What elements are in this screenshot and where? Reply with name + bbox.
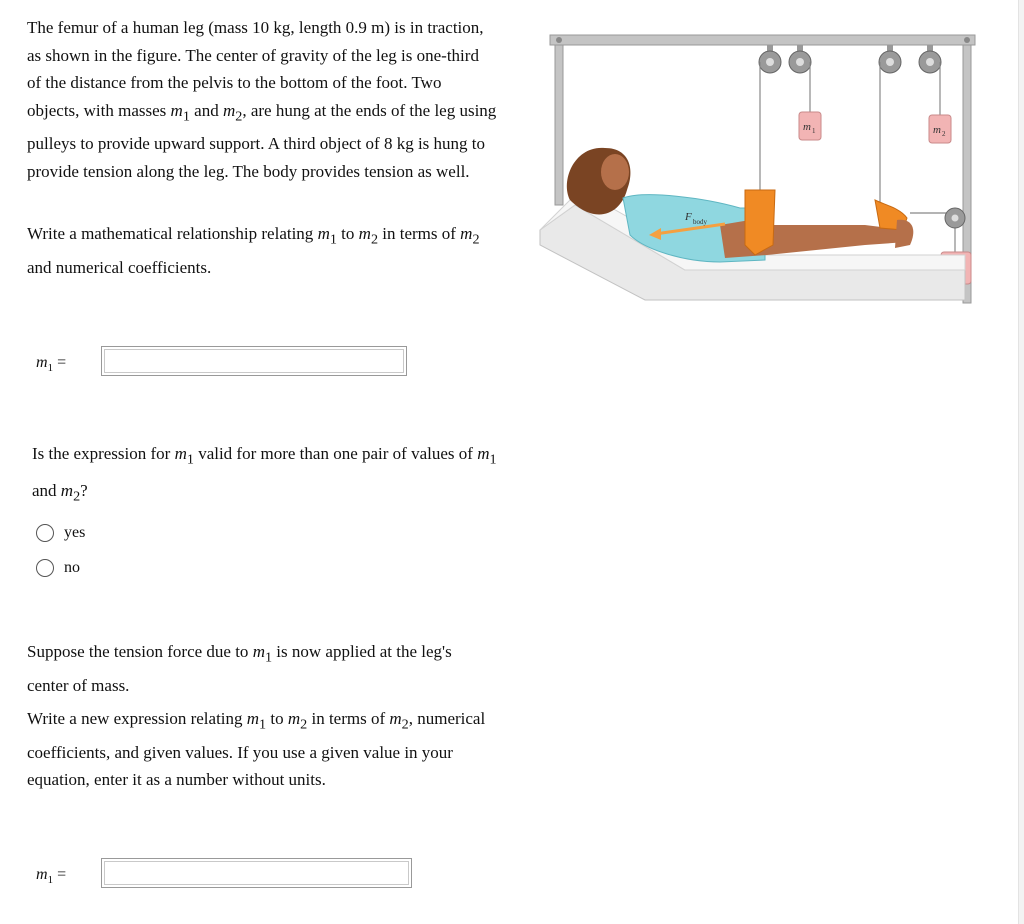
answer-1-label-m: m — [36, 354, 48, 371]
intro-text-1: The femur of a human leg (mass 10 kg, length 0.9 m) is in traction, as shown in the figure. The center of gravity of the leg is one-third of the distance from the pelvis to the bottom of the foot. Two objects, with masses — [27, 18, 484, 120]
q1-m2-sub: 2 — [370, 231, 379, 248]
side-pulley-hub — [952, 215, 959, 222]
problem-intro — [27, 14, 497, 185]
q2-m2-sub: 2 — [73, 488, 81, 505]
frame-bolt-right — [964, 37, 970, 43]
intro-m2-sub: 2 — [235, 107, 243, 124]
q1-m2b: m — [460, 224, 473, 243]
q3-p2-c: in terms of — [307, 709, 390, 728]
intro-and: and — [189, 100, 223, 120]
question-3-intro — [27, 638, 497, 699]
q2-m1b-sub: 1 — [489, 451, 497, 468]
radio-no[interactable] — [36, 559, 54, 577]
q3-p2-d: , numerical coefficients, and given values. If you use a given value in your equation, enter it as a number without units. — [27, 709, 486, 790]
intro-m1: m — [170, 100, 183, 120]
head — [601, 154, 629, 190]
q3-m2: m — [287, 709, 301, 728]
label-m2-sub: 2 — [942, 130, 946, 138]
q3-m1: m — [252, 642, 265, 661]
intro-m2: m — [222, 100, 236, 120]
q2-text-d: ? — [80, 481, 88, 501]
q1-m2: m — [358, 224, 371, 243]
radio-yes[interactable] — [36, 524, 54, 542]
radio-no-label[interactable]: no — [64, 559, 80, 576]
q2-text-c: and — [32, 481, 61, 501]
foot — [895, 220, 913, 248]
answer-2-input[interactable] — [101, 858, 412, 888]
q1-text-c: in terms of — [378, 224, 461, 243]
q1-text-d: and numerical coefficients. — [27, 257, 212, 277]
answer-1-label-sub: 1 — [47, 362, 54, 375]
q3-m1-sub: 1 — [264, 649, 273, 666]
answer-2-label-m: m — [36, 866, 48, 883]
q3-m2-sub: 2 — [300, 716, 308, 733]
intro-text-2: , are hung at the ends of the leg using pulleys to provide upward support. A third object of 8 kg is hung to provide tension along the leg. The body provides tension as well. — [27, 100, 497, 181]
q2-text-b: valid for more than one pair of values of — [193, 444, 478, 463]
answer-2-label — [36, 866, 66, 886]
answer-2-equals: = — [53, 866, 67, 883]
answer-1-equals: = — [53, 354, 67, 371]
q3-m2b-sub: 2 — [401, 716, 409, 733]
q1-m1: m — [317, 224, 330, 243]
question-2-text — [32, 438, 502, 513]
option-no[interactable] — [36, 559, 80, 577]
label-force-sub: body — [693, 218, 707, 226]
label-m1-sub: 1 — [812, 127, 816, 135]
q2-m1: m — [174, 444, 187, 463]
q3-m1b-sub: 1 — [259, 716, 267, 733]
radio-yes-label[interactable]: yes — [64, 524, 86, 541]
q1-m1-sub: 1 — [329, 231, 337, 248]
question-3-text — [27, 705, 497, 794]
q3-m1b: m — [246, 709, 260, 728]
q3-p2-b: to — [266, 709, 288, 728]
q3-m2b: m — [389, 709, 402, 728]
scrollbar[interactable] — [1019, 0, 1024, 924]
q1-text-b: to — [336, 224, 359, 243]
q1-m2b-sub: 2 — [472, 231, 480, 248]
traction-figure — [535, 30, 980, 310]
answer-2-label-sub: 1 — [47, 874, 54, 887]
q2-m2: m — [60, 481, 74, 501]
q3-p1-b: is now applied at the leg's center of mass. — [27, 642, 452, 695]
label-m2: m — [933, 124, 941, 136]
sling — [745, 190, 775, 255]
label-m1: m — [803, 121, 811, 133]
answer-1-input[interactable] — [101, 346, 407, 376]
frame-top-bar — [550, 35, 975, 45]
q2-m1b: m — [477, 444, 490, 463]
intro-m1-sub: 1 — [182, 107, 190, 124]
q3-p2-a: Write a new expression relating — [27, 709, 247, 728]
q2-text-a: Is the expression for — [32, 444, 175, 463]
frame-bolt-left — [556, 37, 562, 43]
pulley-group-right — [879, 45, 941, 73]
frame-left-post — [555, 45, 563, 205]
answer-1-label — [36, 354, 66, 374]
option-yes[interactable] — [36, 524, 85, 542]
q1-text-a: Write a mathematical relationship relating — [27, 224, 318, 243]
q2-m1-sub: 1 — [186, 451, 194, 468]
pulley-group-left — [759, 45, 811, 73]
label-force: F — [685, 211, 692, 223]
q3-p1-a: Suppose the tension force due to — [27, 642, 253, 661]
question-1-text — [27, 220, 497, 281]
